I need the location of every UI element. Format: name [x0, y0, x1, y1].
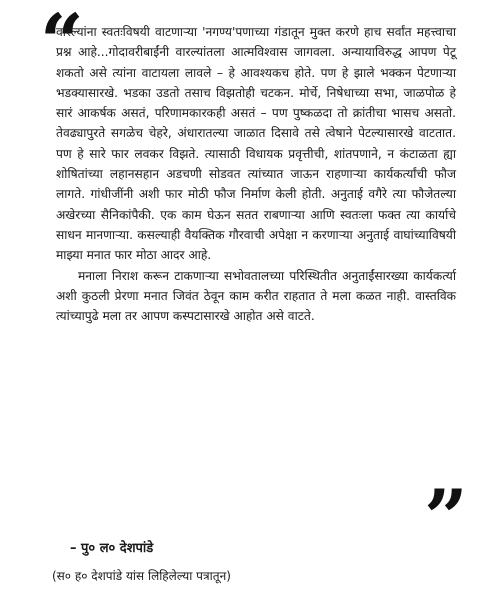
author-signature: – पु० ल० देशपांडे — [70, 541, 154, 556]
close-quote-mark: ” — [424, 473, 468, 562]
quote-body — [56, 22, 456, 326]
paragraph-1: वारल्यांना स्वतःविषयी वाटणाऱ्या 'नगण्य'पणाच्या गंडातून मुक्त करणे हाच सर्वांत महत्त्वाचा प्रश्न आहे...गोदावरीबाईंनी वारल्यांतला आत्मविश्वास जागवला. अन्यायाविरुद्ध आपण पेटू शकतो असे त्यांना वाटायला लावले – हे आवश्यकच होते. पण हे झाले भक्कन पेटणाऱ्या भडक्यासारखे. भडका उडतो तसाच विझतोही चटकन. मोर्चे, निषेधाच्या सभा, जाळपोळ हे सारं आकर्षक असतं, परिणामकारकही असतं – पण पुष्कळदा तो क्रांतीचा भासच असतो. तेवढ्यापुरते सगळेच चेहरे, अंधारातल्या जाळात दिसावे तसे त्वेषाने पेटल्यासारखे वाटतात. पण हे सारे फार लवकर विझते. त्यासाठी विधायक प्रवृत्तीची, शांतपणाने, न कंटाळता ह्या शोषितांच्या लहानसहान अडचणी सोडवत त्यांच्यात जाऊन राहणाऱ्या कार्यकर्त्यांची फौज लागते. गांधीजींनी अशी फार मोठी फौज निर्माण केली होती. अनुताई वगैरे त्या फौजेतल्या अखेरच्या सैनिकांपैकी. एक काम घेऊन सतत राबणाऱ्या आणि स्वतःला फक्त त्या कार्याचे साधन मानणाऱ्या. कसल्याही वैयक्तिक गौरवाची अपेक्षा न करणाऱ्या अनुताई वाघांच्याविषयी माझ्या मनात फार मोठा आदर आहे. — [56, 25, 456, 263]
open-quote-mark: “ — [40, 0, 84, 86]
source-note: (स० ह० देशपांडे यांस लिहिलेल्या पत्रातून) — [52, 569, 231, 583]
paragraph-2: मनाला निराश करून टाकणाऱ्या सभोवतालच्या परिस्थितीत अनुताईंसारख्या कार्यकर्त्या अशी कुठली प्रेरणा मनात जिवंत ठेवून काम करीत राहतात ते मला कळत नाही. वास्तविक त्यांच्यापुढे मला तर आपण कस्पटासारखे आहोत असे वाटते. — [56, 268, 456, 324]
